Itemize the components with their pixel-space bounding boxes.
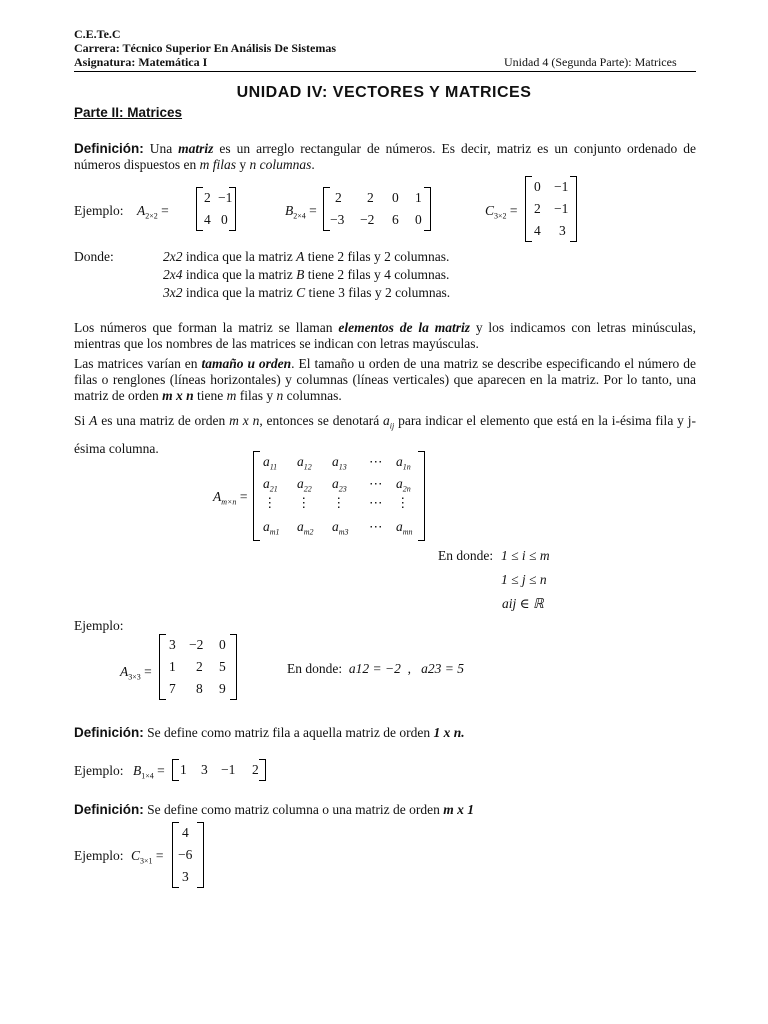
matrix-cell: ⋮ <box>396 495 410 510</box>
matrix-cell: ⋯ <box>369 454 383 469</box>
matrix-cell: 8 <box>196 681 203 696</box>
term-n-columnas: n columnas <box>249 157 312 172</box>
matrix-cell: 4 <box>534 223 541 238</box>
text: y <box>236 157 250 172</box>
definition-matrix <box>74 141 696 173</box>
matrix-dim: 3×3 <box>128 672 141 682</box>
matrix-column <box>172 822 204 888</box>
matrix-cell: 1 <box>169 659 176 674</box>
text: columnas. <box>283 388 342 403</box>
matrix-cell: 3 <box>182 869 189 884</box>
var: C <box>296 285 306 300</box>
text: , entonces se denotará <box>259 413 384 428</box>
matrix-cell: $a_{22}$ <box>297 476 312 494</box>
text: es una matriz de orden <box>97 413 230 428</box>
matrix-cell: $a_{2n}$ <box>396 476 411 494</box>
page-title: UNIDAD IV: VECTORES Y MATRICES <box>236 84 532 101</box>
matrix-cell: 2 <box>367 190 374 205</box>
example-column-label: Ejemplo: <box>74 848 124 863</box>
matrix-name: B <box>285 203 294 218</box>
matrix-cell: 1 <box>180 762 187 777</box>
matrix-dim: 2×2 <box>145 211 158 221</box>
matrix-c-label: $C_{3\times 2}$ = <box>485 203 518 221</box>
text: Una <box>143 141 179 156</box>
matrix-cell: 2 <box>534 201 541 216</box>
text: para indicar el elemento que está en la i-ésima fila y j-ésima columna. <box>74 413 696 456</box>
matrix-name: A <box>137 203 146 218</box>
text: tiene 2 filas y 4 columnas. <box>304 267 450 282</box>
matrix-a3-label: $A_{3\times 3}$ = <box>120 664 152 682</box>
order: m x 1 <box>443 802 475 817</box>
matrix-cell: −3 <box>330 212 345 227</box>
var: A <box>89 413 98 428</box>
condition-real: aij ∈ ℝ <box>502 596 544 611</box>
dim: 3x2 <box>163 285 183 300</box>
subject-line: Asignatura: Matemática I <box>74 55 208 69</box>
text: . El tamaño u orden de una matriz se describe especificando el número de filas o renglones (líneas horizontales) y columnas (líneas verticales) que aparecen en la matriz. Por lo tanto, una matriz de orden <box>74 356 696 403</box>
var: m x n <box>229 413 260 428</box>
term-m-filas: m filas <box>199 157 237 172</box>
matrix-cell: ⋮ <box>297 495 311 510</box>
career-line: Carrera: Técnico Superior En Análisis De Sistemas <box>74 41 336 55</box>
condition-j: 1 ≤ j ≤ n <box>501 572 547 587</box>
general-matrix <box>253 451 425 541</box>
matrix-cell: $a_{21}$ <box>263 476 278 494</box>
text: tiene <box>193 388 227 403</box>
matrix-cell: −1 <box>554 201 569 216</box>
matrix-cell: −6 <box>178 847 193 862</box>
matrix-cell: 0 <box>219 637 226 652</box>
element-a12: a12 = −2 <box>348 661 401 676</box>
matrix-dim: 2×4 <box>293 211 306 221</box>
matrix-cell: 5 <box>219 659 226 674</box>
donde-line-3 <box>163 285 450 301</box>
bracket-right <box>259 759 266 781</box>
matrix-cell: ⋯ <box>369 519 383 534</box>
matrix-cell: 2 <box>196 659 203 674</box>
matrix-cell: $a_{11}$ <box>263 454 278 472</box>
dim: 2x2 <box>163 249 183 264</box>
bracket-right <box>570 176 577 242</box>
example-label-2: Ejemplo: <box>74 618 124 633</box>
matrix-cell: $a_{23}$ <box>332 476 347 494</box>
header-rule <box>74 71 696 72</box>
matrix-cell: −1 <box>218 190 233 205</box>
text: indica que la matriz <box>182 285 297 300</box>
matrix-cell: −1 <box>221 762 236 777</box>
bracket-left <box>196 187 203 231</box>
matrix-cell: 0 <box>534 179 541 194</box>
matrix-dim: m×n <box>221 497 237 507</box>
matrix-cell: 3 <box>201 762 208 777</box>
matrix-cell: $a_{m2}$ <box>297 519 314 537</box>
dim: 2x4 <box>163 267 183 282</box>
order: 1 x n. <box>433 725 465 740</box>
matrix-cell: −1 <box>554 179 569 194</box>
general-matrix-label: $A_{m\times n}$ = <box>213 489 248 507</box>
section-subtitle: Parte II: Matrices <box>74 105 183 120</box>
matrix-name: A <box>213 489 222 504</box>
matrix-name: A <box>120 664 129 679</box>
var: m <box>226 388 237 403</box>
matrix-cell: 9 <box>219 681 226 696</box>
condition-i: 1 ≤ i ≤ m <box>501 548 550 563</box>
matrix-c <box>525 176 577 242</box>
text: indica que la matriz <box>182 267 297 282</box>
text: filas y <box>236 388 277 403</box>
text: Los números que forman la matriz se llaman <box>74 320 339 335</box>
text: es un arreglo rectangular de números. Es decir, matriz es un conjunto ordenado de números dispuestos en <box>74 141 696 172</box>
text: Se define como matriz fila a aquella matriz de orden <box>143 725 434 740</box>
bracket-right <box>230 634 237 700</box>
matrix-b <box>323 187 431 231</box>
bracket-right <box>424 187 431 231</box>
matrix-b14-label: $B_{1\times 4}$ = <box>133 763 165 781</box>
matrix-cell: $a_{1n}$ <box>396 454 411 472</box>
example-where <box>287 661 464 677</box>
text: y los indicamos con letras minúsculas, mientras que los nombres de las matrices se indican con letras mayúsculas. <box>74 320 696 351</box>
matrix-dim: 1×4 <box>141 771 154 781</box>
term-matriz: matriz <box>178 141 214 156</box>
matrix-cell: 2 <box>252 762 259 777</box>
matrix-cell: $a_{mn}$ <box>396 519 413 537</box>
matrix-cell: ⋮ <box>332 495 346 510</box>
matrix-cell: 2 <box>335 190 342 205</box>
var: a <box>383 413 390 428</box>
text: Se define como matriz columna o una matriz de orden <box>143 802 444 817</box>
matrix-cell: 3 <box>559 223 566 238</box>
definition-label: Definición: <box>74 725 144 740</box>
element-a23: a23 = 5 <box>421 661 464 676</box>
matrix-cell: $a_{12}$ <box>297 454 312 472</box>
var: A <box>296 249 305 264</box>
donde-line-1 <box>163 249 449 265</box>
paragraph-order <box>74 356 696 404</box>
institution-name: C.E.Te.C <box>74 27 121 41</box>
bracket-left <box>253 451 260 541</box>
matrix-row <box>172 759 266 781</box>
donde-label: Donde: <box>74 249 114 264</box>
var-sub: ij <box>389 421 395 431</box>
matrix-a <box>196 187 236 231</box>
definition-label: Definición: <box>74 802 144 817</box>
en-donde-label: En donde: <box>438 548 494 563</box>
text: . <box>311 157 315 172</box>
text: tiene 2 filas y 2 columnas. <box>304 249 450 264</box>
matrix-cell: ⋯ <box>369 495 383 510</box>
definition-label: Definición: <box>74 141 144 156</box>
example-row-label: Ejemplo: <box>74 763 124 778</box>
matrix-dim: 3×2 <box>494 211 507 221</box>
matrix-name: B <box>133 763 142 778</box>
matrix-cell: $a_{13}$ <box>332 454 347 472</box>
donde-line-2 <box>163 267 449 283</box>
bracket-left <box>172 759 179 781</box>
text: indica que la matriz <box>182 249 297 264</box>
matrix-cell: 3 <box>169 637 176 652</box>
matrix-cell: 6 <box>392 212 399 227</box>
example-label: Ejemplo: <box>74 203 124 218</box>
separator: , <box>407 661 411 676</box>
matrix-dim: 3×1 <box>140 856 153 866</box>
matrix-c31-label: $C_{3\times 1}$ = <box>131 848 164 866</box>
bracket-right <box>418 451 425 541</box>
term: tamaño u orden <box>201 356 292 371</box>
matrix-cell: −2 <box>360 212 375 227</box>
matrix-cell: 0 <box>415 212 422 227</box>
definition-row-matrix <box>74 725 465 741</box>
matrix-cell: −2 <box>189 637 204 652</box>
matrix-a3 <box>159 634 237 700</box>
bracket-left <box>323 187 330 231</box>
text: Si <box>74 413 90 428</box>
unit-reference: Unidad 4 (Segunda Parte): Matrices <box>504 55 677 69</box>
matrix-cell: 7 <box>169 681 176 696</box>
term: elementos de la matriz <box>338 320 470 335</box>
matrix-b-label: $B_{2\times 4}$ = <box>285 203 317 221</box>
text: Las matrices varían en <box>74 356 202 371</box>
matrix-cell: 0 <box>221 212 228 227</box>
matrix-cell: 4 <box>204 212 211 227</box>
matrix-a-label: $A_{2\times 2}$ = <box>137 203 169 221</box>
matrix-cell: 4 <box>182 825 189 840</box>
matrix-cell: ⋮ <box>263 495 277 510</box>
definition-column-matrix <box>74 802 474 818</box>
text: tiene 3 filas y 2 columnas. <box>305 285 451 300</box>
where-label: En donde: <box>287 661 343 676</box>
matrix-name: C <box>485 203 495 218</box>
matrix-cell: ⋯ <box>369 476 383 491</box>
var: n <box>276 388 284 403</box>
matrix-cell: $a_{m3}$ <box>332 519 349 537</box>
matrix-cell: 0 <box>392 190 399 205</box>
matrix-name: C <box>131 848 141 863</box>
matrix-cell: 2 <box>204 190 211 205</box>
matrix-cell: 1 <box>415 190 422 205</box>
var: B <box>296 267 305 282</box>
paragraph-elements <box>74 320 696 352</box>
bracket-left <box>525 176 532 242</box>
term: m x n <box>162 388 194 403</box>
bracket-right <box>197 822 204 888</box>
bracket-left <box>159 634 166 700</box>
matrix-cell: $a_{m1}$ <box>263 519 280 537</box>
